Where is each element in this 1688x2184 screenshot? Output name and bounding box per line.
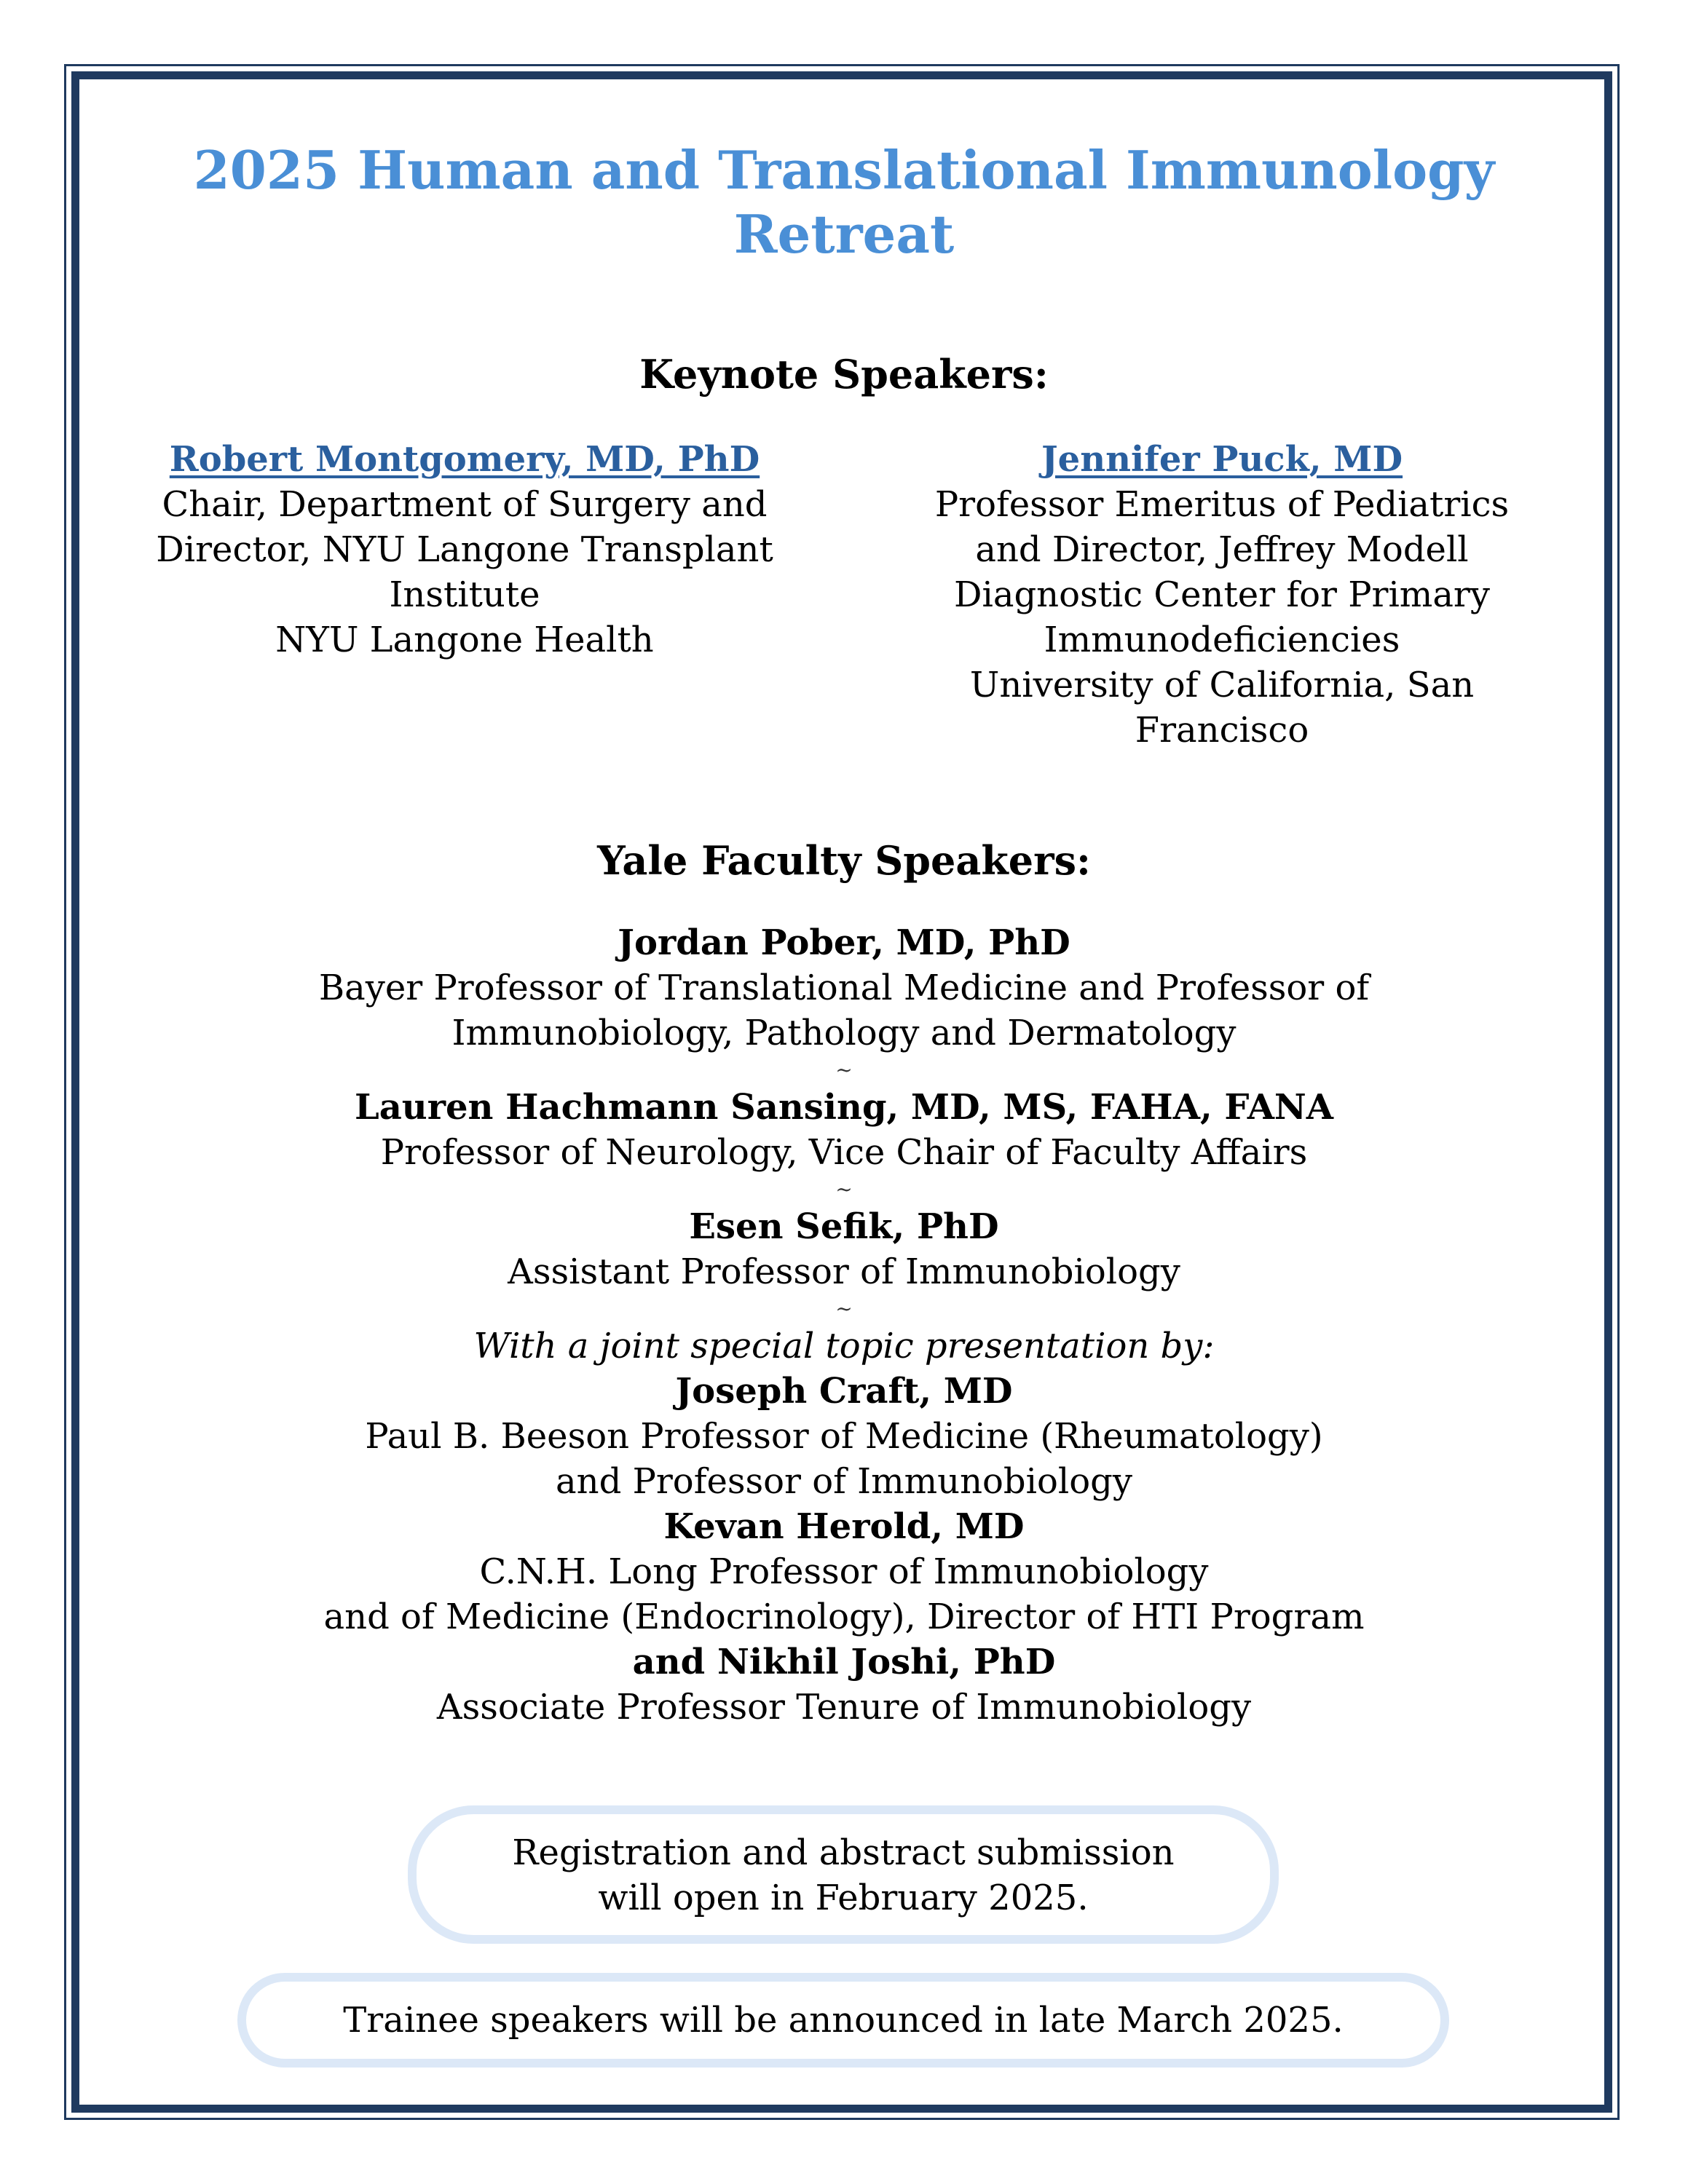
- trainee-notice: [237, 1973, 1449, 2068]
- keynote-speaker-title-line: Immunodeficiencies: [1044, 620, 1400, 660]
- keynote-speaker-montgomery: [130, 437, 800, 662]
- special-speaker-name: Joseph Craft, MD: [675, 1371, 1013, 1412]
- faculty-speaker-title: Bayer Professor of Translational Medicine and Professor of: [318, 968, 1370, 1008]
- keynote-speaker-title-line: Institute: [389, 574, 540, 615]
- title-line-2: Retreat: [733, 203, 955, 265]
- keynote-speaker-title-line: and Director, Jeffrey Modell: [975, 529, 1469, 570]
- faculty-heading: Yale Faculty Speakers:: [597, 837, 1091, 884]
- special-speaker-name: and Nikhil Joshi, PhD: [632, 1642, 1056, 1682]
- registration-notice-line: will open in February 2025.: [598, 1878, 1089, 1918]
- tilde-separator: ~: [835, 1297, 853, 1321]
- faculty-speaker-name: Esen Sefik, PhD: [689, 1206, 999, 1247]
- keynote-heading: Keynote Speakers:: [639, 351, 1049, 397]
- keynote-speaker-puck: [887, 437, 1557, 753]
- special-speaker-title: C.N.H. Long Professor of Immunobiology: [479, 1551, 1209, 1592]
- special-speaker-name: Kevan Herold, MD: [663, 1506, 1025, 1547]
- keynote-speaker-title-line: Professor Emeritus of Pediatrics: [934, 484, 1510, 525]
- faculty-speaker-title: Immunobiology, Pathology and Dermatology: [451, 1013, 1237, 1053]
- page-title: [117, 138, 1571, 266]
- special-speaker-title: and of Medicine (Endocrinology), Director of HTI Program: [323, 1597, 1365, 1637]
- keynote-speaker-title-line: Director, NYU Langone Transplant: [156, 529, 773, 570]
- special-speaker-title: and Professor of Immunobiology: [556, 1461, 1132, 1502]
- trainee-notice-text: Trainee speakers will be announced in late March 2025.: [343, 2000, 1344, 2041]
- faculty-speaker-title: Professor of Neurology, Vice Chair of Faculty Affairs: [380, 1132, 1308, 1173]
- special-speaker-title: Paul B. Beeson Professor of Medicine (Rheumatology): [365, 1416, 1323, 1457]
- faculty-speaker-name: Lauren Hachmann Sansing, MD, MS, FAHA, FANA: [354, 1087, 1334, 1128]
- keynote-speaker-affiliation: Francisco: [1135, 710, 1309, 751]
- registration-notice: [408, 1805, 1279, 1944]
- keynote-speaker-name-link[interactable]: Jennifer Puck, MD: [1041, 439, 1403, 480]
- special-topic-intro: With a joint special topic presentation by:: [473, 1326, 1215, 1366]
- special-speaker-title: Associate Professor Tenure of Immunobiology: [436, 1687, 1252, 1728]
- keynote-speaker-affiliation: NYU Langone Health: [275, 620, 654, 660]
- faculty-speaker-name: Jordan Pober, MD, PhD: [618, 922, 1070, 963]
- faculty-speakers-list: [117, 920, 1571, 1730]
- registration-notice-line: Registration and abstract submission: [512, 1832, 1175, 1873]
- keynote-speaker-name-link[interactable]: Robert Montgomery, MD, PhD: [169, 439, 760, 480]
- faculty-speaker-title: Assistant Professor of Immunobiology: [508, 1251, 1180, 1292]
- tilde-separator: ~: [835, 1177, 853, 1201]
- title-line-1: 2025 Human and Translational Immunology: [193, 139, 1495, 201]
- keynote-speaker-title-line: Diagnostic Center for Primary: [953, 574, 1490, 615]
- tilde-separator: ~: [835, 1058, 853, 1082]
- keynote-speaker-title-line: Chair, Department of Surgery and: [162, 484, 768, 525]
- keynote-speaker-affiliation: University of California, San: [969, 665, 1475, 705]
